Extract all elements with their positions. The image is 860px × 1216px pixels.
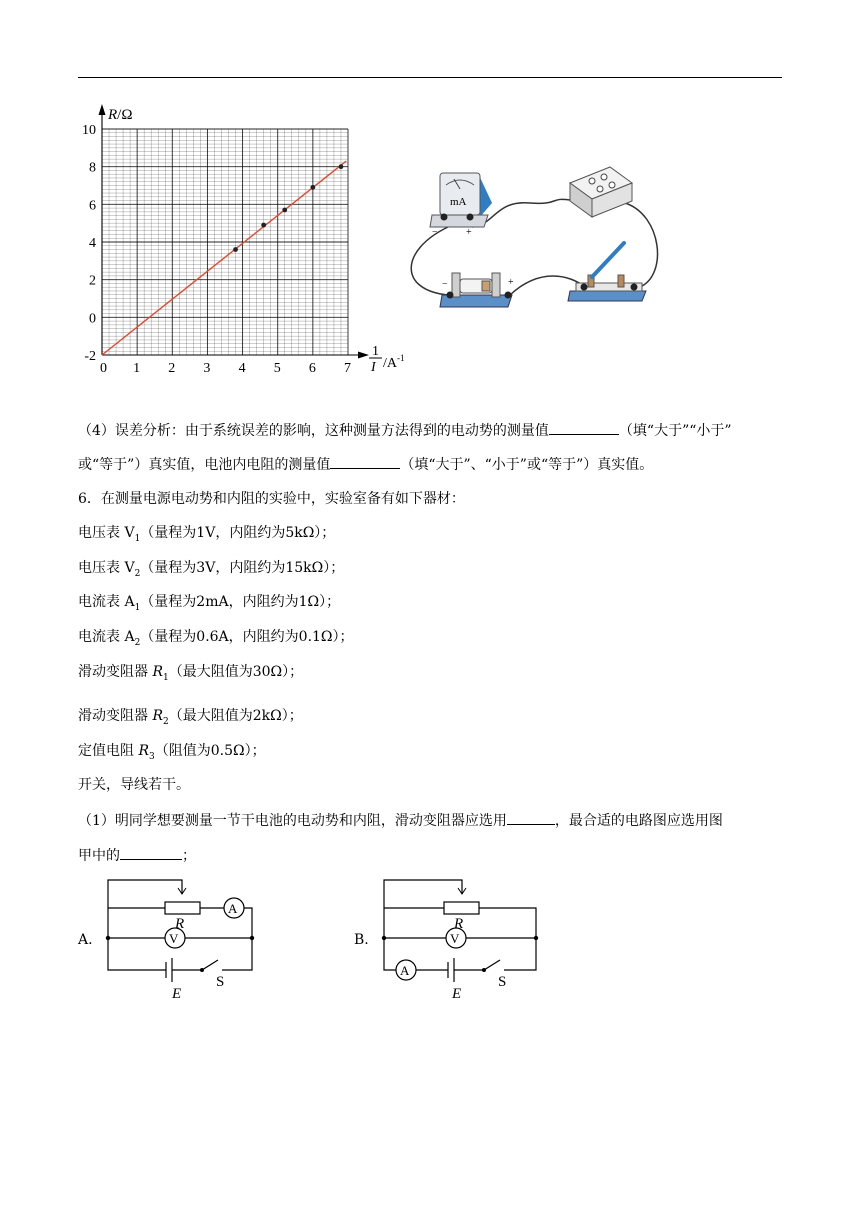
q4-text-d: （填“大于”、“小于”或“等于”）真实值。 xyxy=(400,457,654,473)
svg-text:R: R xyxy=(175,916,185,932)
equipment-item xyxy=(78,706,303,732)
y-tick-label: 2 xyxy=(89,273,96,289)
y-tick-label: -2 xyxy=(84,349,96,364)
equipment-item xyxy=(78,662,303,688)
knife-switch-icon xyxy=(568,243,646,301)
equipment-subscript: 2 xyxy=(134,637,141,648)
x-tick-label: 3 xyxy=(203,361,211,376)
rheostat-icon xyxy=(165,902,200,914)
equipment-spec: （量程为1V，内阻约为5kΩ）； xyxy=(140,525,336,541)
x-tick-label: 5 xyxy=(273,361,281,376)
svg-text:V: V xyxy=(450,931,460,946)
x-tick-label: 4 xyxy=(238,361,246,376)
internal-resistance-answer-blank[interactable] xyxy=(330,454,400,469)
equipment-spec: （量程为2mA，内阻约为1Ω）； xyxy=(140,594,341,610)
q4-text-b: （填“大于”“小于” xyxy=(618,423,732,439)
svg-text:mA: mA xyxy=(450,196,467,208)
equipment-item xyxy=(78,558,344,584)
circuit-b-label: B. xyxy=(354,932,369,948)
equipment-subscript: 1 xyxy=(134,602,141,613)
circuit-diagram-a xyxy=(100,878,260,1000)
equipment-name: 滑动变阻器 R xyxy=(78,708,163,724)
header-rule xyxy=(78,77,782,78)
switch-symbol xyxy=(454,960,500,970)
equipment-subscript: 1 xyxy=(163,672,169,683)
equipment-name: 滑动变阻器 R xyxy=(78,664,163,680)
equipment-name: 电压表 V xyxy=(78,525,135,541)
svg-text:V: V xyxy=(169,931,179,946)
q6-part1-line1 xyxy=(78,810,723,831)
graph-grid xyxy=(102,129,348,355)
equipment-subscript: 1 xyxy=(134,533,141,544)
svg-text:+: + xyxy=(466,227,472,238)
rheostat-icon xyxy=(444,902,479,914)
equipment-subscript: 3 xyxy=(149,751,155,762)
q6-part1-line2 xyxy=(78,845,196,866)
equipment-spec: （最大阻值为2kΩ）； xyxy=(168,708,303,724)
y-tick-label: 4 xyxy=(89,236,96,251)
battery-icon xyxy=(440,273,514,307)
y-axis-arrow xyxy=(99,104,106,115)
data-point xyxy=(282,208,287,213)
equipment-subscript: 2 xyxy=(134,568,141,579)
equipment-spec: （阻值为0.5Ω）； xyxy=(154,743,266,759)
circuit-diagram-b xyxy=(376,878,546,1000)
x-axis-label-unit: $/A^{-1}$ xyxy=(383,353,405,371)
equipment-name: 电流表 A xyxy=(78,594,135,610)
equipment-spec: （量程为3V，内阻约为15kΩ）； xyxy=(140,560,345,576)
y-tick-label: 10 xyxy=(82,123,96,138)
x-tick-label: 6 xyxy=(308,361,316,376)
data-point xyxy=(339,164,344,169)
r-vs-inverse-i-graph xyxy=(70,95,420,385)
x-axis-label-denominator: I xyxy=(371,360,376,375)
x-tick-label: 7 xyxy=(344,361,351,376)
equipment-name: 电流表 A xyxy=(78,629,135,645)
q4-text-a: （4）误差分析：由于系统误差的影响，这种测量方法得到的电动势的测量值 xyxy=(78,423,549,439)
milliammeter-icon xyxy=(430,173,492,238)
x-axis-arrow xyxy=(358,352,369,359)
equipment-spec: （最大阻值为30Ω）； xyxy=(168,664,304,680)
equipment-item xyxy=(78,741,266,767)
x-axis-label-numerator: 1 xyxy=(372,344,379,359)
svg-text:S: S xyxy=(498,974,507,990)
y-tick-label: 8 xyxy=(89,160,96,176)
switch-symbol xyxy=(172,960,218,970)
svg-text:−: − xyxy=(432,227,438,238)
experiment-apparatus xyxy=(400,155,670,320)
svg-text:R: R xyxy=(454,916,464,932)
data-point xyxy=(310,185,315,190)
circuit-answer-blank[interactable] xyxy=(120,845,182,860)
resistance-box-icon xyxy=(570,167,632,217)
svg-text:−: − xyxy=(442,279,448,290)
svg-text:S: S xyxy=(216,974,225,990)
x-tick-label: 0 xyxy=(100,361,107,376)
equipment-item xyxy=(78,523,335,549)
y-axis-label: R/Ω xyxy=(108,107,133,123)
wire-right xyxy=(625,203,658,287)
equipment-item xyxy=(78,627,354,653)
equipment-item xyxy=(78,592,340,618)
equipment-name: 电压表 V xyxy=(78,560,135,576)
q6-intro: 6．在测量电源电动势和内阻的实验中，实验室备有如下器材： xyxy=(78,491,465,507)
battery-symbol xyxy=(448,958,454,982)
circuit-a-label: A. xyxy=(78,932,93,948)
x-tick-label: 2 xyxy=(168,361,176,376)
battery-symbol xyxy=(166,958,172,982)
svg-text:+: + xyxy=(508,277,514,288)
svg-text:E: E xyxy=(172,986,182,1000)
y-tick-label: 6 xyxy=(89,198,96,214)
rheostat-answer-blank[interactable] xyxy=(507,810,555,825)
q4-text-c: 或“等于”）真实值，电池内电阻的测量值 xyxy=(78,457,331,473)
y-tick-label: 0 xyxy=(89,311,96,327)
equipment-spec: （量程为0.6A，内阻约为0.1Ω）； xyxy=(140,629,354,645)
fit-line xyxy=(102,161,346,355)
svg-text:A: A xyxy=(228,901,238,916)
emf-answer-blank[interactable] xyxy=(549,420,619,435)
q4-line2 xyxy=(78,454,653,475)
part1-text-d: ； xyxy=(182,848,196,864)
x-tick-label: 1 xyxy=(133,361,141,376)
graph-axes xyxy=(99,104,370,359)
equipment-name: 定值电阻 R xyxy=(78,743,149,759)
equipment-subscript: 2 xyxy=(163,716,169,727)
part1-text-c: 甲中的 xyxy=(78,848,120,864)
svg-text:E: E xyxy=(452,986,462,1000)
svg-text:A: A xyxy=(400,963,410,978)
part1-text-b: ，最合适的电路图应选用图 xyxy=(554,813,723,829)
data-point xyxy=(261,223,266,228)
part1-text-a: （1）明同学想要测量一节干电池的电动势和内阻，滑动变阻器应选用 xyxy=(78,813,507,829)
q4-line1 xyxy=(78,420,732,441)
q6-misc: 开关，导线若干。 xyxy=(78,777,190,793)
data-point xyxy=(233,247,238,252)
